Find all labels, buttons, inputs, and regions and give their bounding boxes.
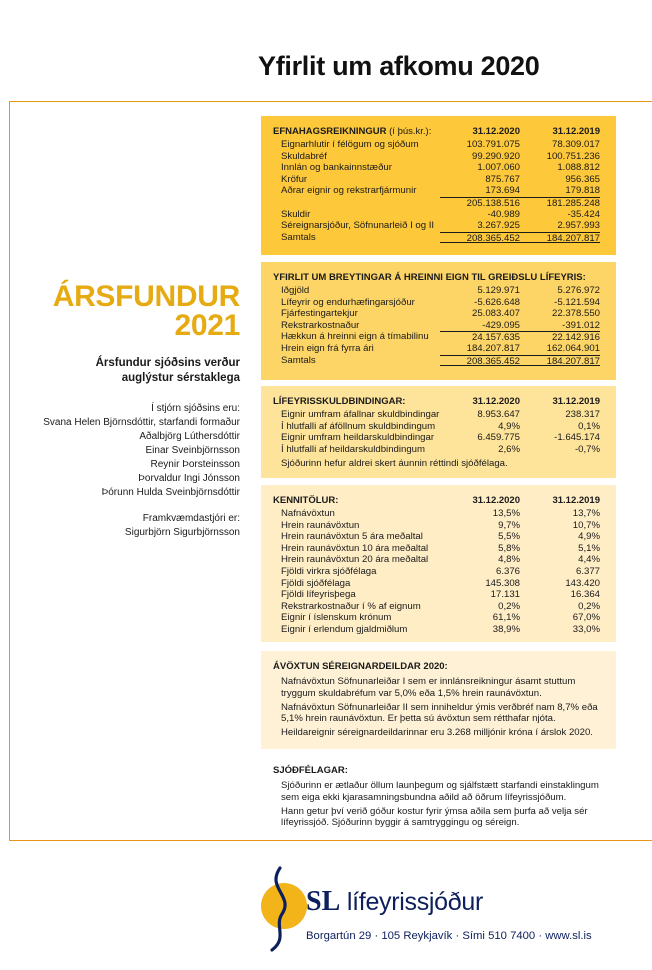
arsfundur-year: 2021 [174,309,240,342]
col-2020-header: 31.12.2020 [472,395,520,407]
row-label: Eignir umfram heildarskuldbindingar [281,432,435,444]
row-label: Iðgjöld [281,285,310,296]
balance-sheet-unit: (í þús.kr.): [386,125,432,137]
private-pension-returns-box [261,651,616,749]
key-figures-header [273,492,600,508]
row-label: Aðrar eignir og rekstrarfjármunir [281,185,417,197]
row-label: Kröfur [281,173,308,185]
returns-paragraph: Nafnávöxtun Söfnunarleiðar I sem er innlánsreikningur ásamt stuttum tryggum skuldabréfum var 5,0% eða 1,5% hrein raunávöxtun. [281,676,576,699]
row-label: Eignir í íslenskum krónum [281,612,392,624]
table-row [273,601,600,613]
subtotal-row [273,197,600,209]
row-label: Fjöldi sjóðfélaga [281,577,351,589]
brand-lifeyrissjodur: lífeyrissjóður [340,888,484,916]
row-value-2020: 5.129.971 [477,285,520,296]
row-value-2019: 184.207.817 [520,232,600,244]
changes-header [273,269,600,285]
table-row [273,554,600,566]
arsfundur-title [10,282,240,340]
row-value-2020: 3.267.925 [477,220,520,232]
table-row [273,151,600,163]
table-row [273,343,600,355]
table-row [273,174,600,186]
table-row [273,624,600,636]
row-value-2020: 103.791.075 [466,139,520,150]
row-value-2019: 179.818 [565,185,600,197]
row-label: Séreignarsjóður, Söfnunarleið I og II [281,220,435,232]
col-2019-header: 31.12.2019 [552,125,600,137]
returns-paragraph: Heildareignir séreignardeildarinnar eru 3.268 milljónir króna í árslok 2020. [281,727,593,739]
row-value-2020: 4,9% [498,420,520,432]
row-value-2019: 67,0% [572,612,600,624]
col-2019-header: 31.12.2019 [552,395,600,407]
manager-heading: Framkvæmdastjóri er: [142,513,240,524]
row-value-2019: 143.420 [565,577,600,589]
balance-sheet-title [273,125,440,138]
row-value-2019: 1.088.812 [557,162,600,174]
row-value-2019: 78.309.017 [551,139,600,150]
page-title: Yfirlit um afkomu 2020 [258,51,540,81]
row-value-2019: 4,4% [578,554,600,566]
row-value-2020: 2,6% [498,443,520,455]
row-value-2020: 24.157.635 [440,331,520,343]
row-label: Fjárfestingartekjur [281,308,358,320]
row-value-2019: 16.364 [570,589,600,601]
row-label: Fjöldi virkra sjóðfélaga [281,565,377,577]
row-label: Eignir í erlendum gjaldmiðlum [281,623,408,635]
row-value-2019: 5.276.972 [557,285,600,296]
row-value-2020: 145.308 [485,577,520,589]
row-value-2020: 9,7% [498,519,520,531]
row-label: Hrein raunávöxtun [281,519,360,531]
row-label: Lífeyrir og endurhæfingarsjóður [281,296,415,308]
row-value-2019: 6.377 [575,565,600,577]
row-value-2019: 2.957.993 [557,220,600,232]
table-row [273,297,600,309]
members-box [261,755,616,835]
table-row [273,320,600,332]
manager-name: Sigurbjörn Sigurbjörnsson [124,527,240,538]
row-value-2020: 13,5% [492,508,520,519]
row-value-2020: 61,1% [492,612,520,624]
row-value-2020: 208.365.452 [440,232,520,244]
table-row [273,543,600,555]
table-row [273,409,600,421]
col-2020-header: 31.12.2020 [472,494,520,506]
table-row [273,444,600,456]
row-value-2020: 173.694 [485,185,520,197]
row-label: Hrein raunávöxtun 10 ára meðaltal [281,542,429,554]
row-label: Hrein eign frá fyrra ári [281,342,374,354]
row-value-2020: 5,5% [498,531,520,543]
table-row [273,589,600,601]
row-label: Hækkun á hreinni eign á tímabilinu [281,331,429,343]
row-value-2020: 99.290.920 [471,150,520,162]
row-value-2019: 181.285.248 [520,197,600,209]
row-value-2019: 100.751.236 [546,150,600,162]
row-value-2020: 0,2% [498,600,520,612]
row-value-2019: 0,2% [578,600,600,612]
obligations-note: Sjóðurinn hefur aldrei skert áunnin réttindi sjóðfélaga. [281,458,508,470]
table-row [273,578,600,590]
table-row [273,308,600,320]
board-member: Einar Sveinbjörnsson [145,445,240,456]
row-value-2020: 184.207.817 [466,342,520,354]
row-value-2020: 208.365.452 [440,355,520,367]
members-paragraph: Sjóðurinn er ætlaður öllum launþegum og sjálfstætt starfandi einstaklingum sem eiga ekki kjarasamningsbundna aðild að öðrum lífeyrissjóðum. [281,780,599,803]
row-value-2019: -0,7% [574,443,600,455]
row-value-2019: 238.317 [565,409,600,420]
table-row [273,612,600,624]
row-value-2020: 4,8% [498,554,520,566]
row-label: Innlán og bankainnstæður [281,162,392,174]
row-value-2019: 13,7% [572,508,600,519]
table-row [273,220,600,232]
key-figures-box [261,485,616,642]
table-row [273,162,600,174]
members-title: SJÓÐFÉLAGAR: [273,764,348,776]
row-label: Hrein raunávöxtun 5 ára meðaltal [281,531,423,543]
obligations-header [273,393,600,409]
balance-sheet-title-text: EFNAHAGSREIKNINGUR [273,125,387,137]
row-value-2020: -40.989 [487,208,520,220]
row-label: Rekstrarkostnaður [281,319,360,331]
row-value-2020: 205.138.516 [440,197,520,209]
row-label [281,197,440,209]
row-value-2019: -391.012 [562,319,600,331]
row-value-2019: 5,1% [578,542,600,554]
table-row [273,421,600,433]
row-value-2019: 4,9% [578,531,600,543]
row-label: Samtals [281,231,316,243]
row-value-2020: 6.376 [495,565,520,577]
row-value-2019: 22.378.550 [551,308,600,320]
row-label: Samtals [281,354,316,366]
subtotal-row [273,331,600,343]
row-value-2019: 10,7% [572,519,600,531]
left-column [10,282,240,540]
obligations-box [261,386,616,478]
row-value-2020: 17.131 [490,589,520,601]
row-value-2019: 184.207.817 [520,355,600,367]
key-figures-title: KENNITÖLUR: [273,494,339,506]
obligations-title: LÍFEYRISSKULDBINDINGAR: [273,395,406,407]
row-value-2020: 8.953.647 [477,409,520,420]
row-value-2020: 1.007.060 [477,162,520,174]
brand-sl: SL [306,886,341,917]
brand-name [306,886,483,918]
row-label: Hrein raunávöxtun 20 ára meðaltal [281,554,429,566]
balance-sheet-box [261,116,616,255]
row-label: Skuldir [281,208,311,220]
board-member: Reynir Þorsteinsson [150,459,240,470]
row-value-2020: -429.095 [482,319,520,331]
col-2019-header: 31.12.2019 [552,494,600,506]
returns-paragraph: Nafnávöxtun Söfnunarleiðar II sem inniheldur ýmis verðbréf nam 8,7% eða 5,1% hrein raunávöxtun. Er þetta sú ávöxtun sem rétthafar njóta. [281,701,598,725]
row-value-2020: -5.626.648 [474,296,520,308]
table-row [273,139,600,151]
row-value-2020: 875.767 [485,173,520,185]
row-value-2019: -1.645.174 [554,432,600,444]
row-label: Skuldabréf [281,150,327,162]
table-row [273,508,600,520]
row-value-2019: 33,0% [572,623,600,635]
contact-address: Borgartún 29 · 105 Reykjavík · Sími 510 7400 · www.sl.is [306,930,592,942]
board-heading: Í stjórn sjóðsins eru: [151,403,240,414]
changes-title: YFIRLIT UM BREYTINGAR Á HREINNI EIGN TIL GREIÐSLU LÍFEYRIS: [273,271,586,283]
balance-sheet-header [273,123,600,139]
table-row [273,285,600,297]
row-value-2019: -35.424 [567,208,600,220]
board-list [10,416,240,500]
returns-title: ÁVÖXTUN SÉREIGNARDEILDAR 2020: [273,660,448,672]
row-label: Í hlutfalli af áföllnum skuldbindingum [281,420,436,432]
changes-box [261,262,616,380]
table-row [273,432,600,444]
col-2020-header: 31.12.2020 [472,125,520,137]
row-value-2020: 6.459.775 [477,432,520,444]
row-value-2020: 38,9% [492,623,520,635]
row-value-2019: 956.365 [565,173,600,185]
arsfundur-note-line: Ársfundur sjóðsins verður [95,357,240,369]
board-member: Aðalbjörg Lúthersdóttir [139,431,240,442]
members-paragraph: Hann getur því verið góður kostur fyrir ýmsa aðila sem þurfa að velja sér lífeyrissjóð. Sjóðurinn byggir á samtryggingu og séreign. [281,805,588,829]
total-row [273,232,600,244]
arsfundur-note [10,356,240,386]
row-value-2020: 5,8% [498,542,520,554]
row-value-2019: 162.064.901 [546,342,600,354]
table-row [273,520,600,532]
row-label: Nafnávöxtun [281,508,335,519]
row-value-2020: 25.083.407 [471,308,520,320]
row-value-2019: 0,1% [578,420,600,432]
table-row [273,209,600,221]
table-row [273,566,600,578]
total-row [273,355,600,367]
row-label: Rekstrarkostnaður í % af eignum [281,600,421,612]
row-value-2019: 22.142.916 [520,331,600,343]
row-label: Eignarhlutir í félögum og sjóðum [281,139,419,150]
board-member: Svana Helen Björnsdóttir, starfandi formaður [43,417,240,428]
row-label: Í hlutfalli af heildarskuldbindingum [281,443,425,455]
row-label: Fjöldi lífeyrisþega [281,589,356,601]
table-row [273,185,600,197]
row-value-2019: -5.121.594 [554,296,600,308]
table-row [273,531,600,543]
arsfundur-heading: ÁRSFUNDUR [52,280,240,313]
arsfundur-note-line: auglýstur sérstaklega [121,372,240,384]
board-member: Þorvaldur Ingi Jónsson [138,473,240,484]
row-label: Eignir umfram áfallnar skuldbindingar [281,409,440,420]
board-member: Þórunn Hulda Sveinbjörnsdóttir [101,487,240,498]
